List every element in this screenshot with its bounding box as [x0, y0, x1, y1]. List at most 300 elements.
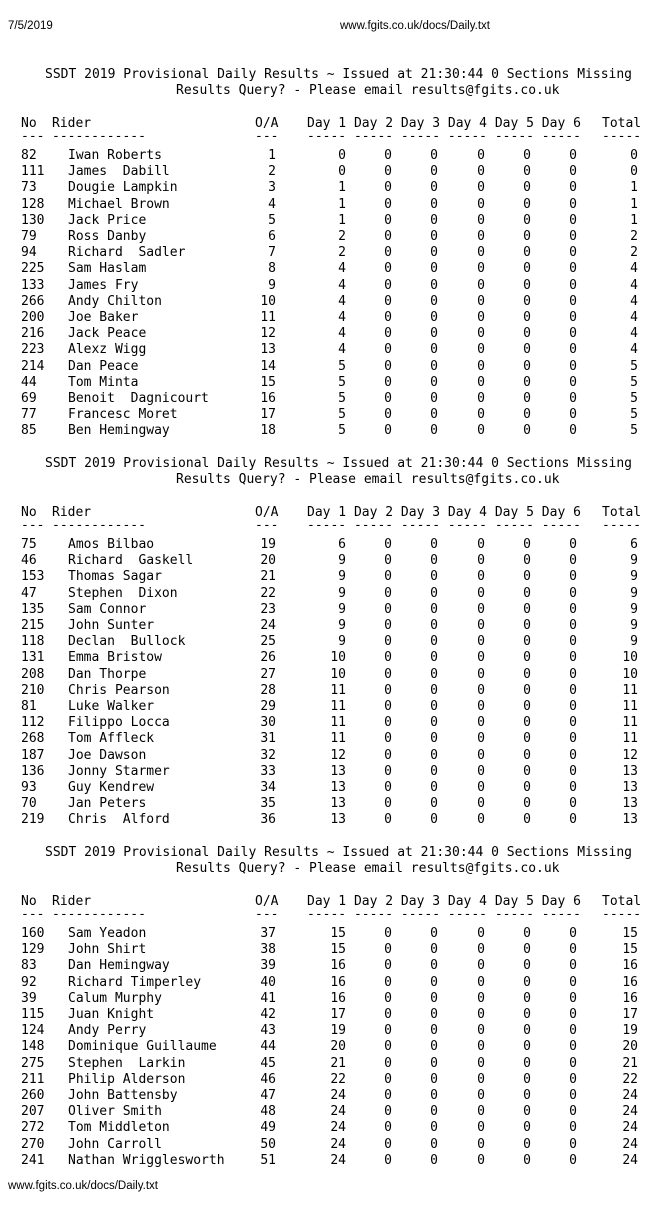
day3-score: 0 [430, 747, 438, 763]
footer-url: www.fgits.co.uk/docs/Daily.txt [8, 1180, 158, 1192]
day4-score: 0 [477, 634, 485, 650]
header-oa: O/A [255, 894, 279, 909]
rider-name: Ross Danby [68, 229, 147, 244]
total-score: 12 [622, 747, 638, 763]
day6-score: 0 [569, 699, 577, 714]
day6-score: 0 [569, 358, 577, 374]
table-row [0, 958, 660, 974]
table-row [0, 683, 660, 699]
header-rider: Rider [52, 116, 92, 131]
day4-score: 0 [477, 796, 485, 812]
day4-score: 0 [477, 1071, 485, 1087]
overall-position: 37 [260, 926, 276, 941]
table-row [0, 699, 660, 715]
total-score: 5 [630, 407, 638, 423]
day4-score: 0 [477, 990, 485, 1006]
day5-score: 0 [523, 1007, 531, 1022]
day4-score: 0 [477, 1023, 485, 1039]
day6-score: 0 [569, 650, 577, 666]
day3-score: 0 [430, 212, 438, 228]
rider-name: Richard Sadler [68, 245, 186, 261]
day6-score: 0 [569, 277, 577, 293]
total-score: 4 [630, 310, 638, 325]
total-score: 5 [630, 374, 638, 390]
day4-score: 0 [477, 715, 485, 731]
dash-rider: ------------ [52, 518, 146, 533]
day5-score: 0 [523, 391, 531, 406]
overall-position: 19 [260, 537, 276, 552]
overall-position: 15 [260, 374, 276, 390]
table-row [0, 1023, 660, 1039]
table-row [0, 1039, 660, 1055]
rider-number: 133 [21, 277, 45, 293]
day1-score: 5 [338, 423, 346, 439]
day1-score: 5 [338, 407, 346, 423]
overall-position: 20 [260, 553, 276, 569]
total-score: 15 [622, 926, 638, 941]
day5-score: 0 [523, 229, 531, 244]
day2-score: 0 [384, 715, 392, 731]
table-row [0, 602, 660, 618]
day4-score: 0 [477, 1104, 485, 1120]
day5-score: 0 [523, 537, 531, 552]
total-score: 9 [630, 585, 638, 601]
day4-score: 0 [477, 601, 485, 617]
day5-score: 0 [523, 374, 531, 390]
day5-score: 0 [523, 926, 531, 941]
header-no: No [21, 116, 37, 131]
table-row [0, 229, 660, 245]
day2-score: 0 [384, 245, 392, 261]
day3-score: 0 [430, 553, 438, 569]
header-days: Day 1 Day 2 Day 3 Day 4 Day 5 Day 6 [307, 116, 581, 131]
day2-score: 0 [384, 1039, 392, 1055]
rider-number: 266 [21, 293, 45, 309]
day2-score: 0 [384, 569, 392, 585]
day5-score: 0 [523, 1071, 531, 1087]
total-score: 22 [622, 1071, 638, 1087]
day4-score: 0 [477, 699, 485, 714]
total-score: 9 [630, 601, 638, 617]
day6-score: 0 [569, 666, 577, 682]
day2-score: 0 [384, 277, 392, 293]
day2-score: 0 [384, 1055, 392, 1071]
day1-score: 19 [330, 1023, 346, 1039]
day4-score: 0 [477, 731, 485, 747]
rider-name: Luke Walker [68, 699, 155, 714]
day2-score: 0 [384, 1152, 392, 1168]
total-score: 17 [622, 1007, 638, 1022]
rider-number: 112 [21, 715, 45, 731]
day3-score: 0 [430, 699, 438, 714]
rider-name: Emma Bristow [68, 650, 162, 666]
dash-total: ----- [602, 907, 642, 922]
day2-score: 0 [384, 358, 392, 374]
rider-name: John Carroll [68, 1136, 162, 1152]
day1-score: 15 [330, 942, 346, 958]
header-rider: Rider [52, 505, 92, 520]
rider-number: 92 [21, 974, 37, 990]
day2-score: 0 [384, 310, 392, 325]
day1-score: 11 [330, 715, 346, 731]
day3-score: 0 [430, 261, 438, 277]
rider-number: 118 [21, 634, 45, 650]
overall-position: 49 [260, 1120, 276, 1136]
day2-score: 0 [384, 391, 392, 406]
overall-position: 26 [260, 650, 276, 666]
day4-score: 0 [477, 763, 485, 779]
rider-name: Declan Bullock [68, 634, 186, 650]
overall-position: 9 [268, 277, 276, 293]
rider-number: 81 [21, 699, 37, 714]
total-score: 9 [630, 634, 638, 650]
day6-score: 0 [569, 537, 577, 552]
day1-score: 4 [338, 310, 346, 325]
day5-score: 0 [523, 650, 531, 666]
day4-score: 0 [477, 148, 485, 163]
overall-position: 40 [260, 974, 276, 990]
dash-rider: ------------ [52, 129, 146, 144]
rider-number: 268 [21, 731, 45, 747]
rider-number: 129 [21, 942, 45, 958]
day2-score: 0 [384, 423, 392, 439]
header-total: Total [602, 116, 642, 131]
overall-position: 32 [260, 747, 276, 763]
header-days: Day 1 Day 2 Day 3 Day 4 Day 5 Day 6 [307, 894, 581, 909]
total-score: 5 [630, 358, 638, 374]
day4-score: 0 [477, 974, 485, 990]
total-score: 6 [630, 537, 638, 552]
day5-score: 0 [523, 180, 531, 196]
rider-number: 214 [21, 358, 45, 374]
rider-number: 39 [21, 990, 37, 1006]
overall-position: 4 [268, 196, 276, 212]
day2-score: 0 [384, 926, 392, 941]
day3-score: 0 [430, 229, 438, 244]
report-title: SSDT 2019 Provisional Daily Results ~ Issued at 21:30:44 0 Sections Missing [45, 845, 632, 860]
header-underline [0, 518, 660, 534]
day6-score: 0 [569, 585, 577, 601]
day4-score: 0 [477, 1152, 485, 1168]
rider-name: Iwan Roberts [68, 148, 162, 163]
day2-score: 0 [384, 212, 392, 228]
day6-score: 0 [569, 1007, 577, 1022]
day5-score: 0 [523, 423, 531, 439]
day2-score: 0 [384, 974, 392, 990]
day6-score: 0 [569, 618, 577, 633]
table-row [0, 634, 660, 650]
day4-score: 0 [477, 958, 485, 974]
rider-number: 82 [21, 148, 37, 163]
day2-score: 0 [384, 553, 392, 569]
day5-score: 0 [523, 796, 531, 812]
overall-position: 51 [260, 1152, 276, 1168]
table-row [0, 1120, 660, 1136]
table-row [0, 537, 660, 553]
table-row [0, 278, 660, 294]
total-score: 13 [622, 780, 638, 795]
day1-score: 4 [338, 261, 346, 277]
table-row [0, 375, 660, 391]
day3-score: 0 [430, 958, 438, 974]
day6-score: 0 [569, 763, 577, 779]
day1-score: 16 [330, 990, 346, 1006]
day2-score: 0 [384, 537, 392, 552]
total-score: 5 [630, 423, 638, 439]
rider-number: 128 [21, 196, 45, 212]
day1-score: 24 [330, 1152, 346, 1168]
day4-score: 0 [477, 261, 485, 277]
day2-score: 0 [384, 958, 392, 974]
total-score: 2 [630, 229, 638, 244]
rider-number: 136 [21, 763, 45, 779]
day3-score: 0 [430, 423, 438, 439]
total-score: 16 [622, 958, 638, 974]
day1-score: 11 [330, 699, 346, 714]
rider-number: 187 [21, 747, 45, 763]
day6-score: 0 [569, 407, 577, 423]
rider-name: Andy Perry [68, 1023, 147, 1039]
rider-number: 85 [21, 423, 37, 439]
day1-score: 24 [330, 1136, 346, 1152]
day2-score: 0 [384, 796, 392, 812]
total-score: 24 [622, 1104, 638, 1120]
day3-score: 0 [430, 796, 438, 812]
day1-score: 24 [330, 1088, 346, 1103]
day6-score: 0 [569, 245, 577, 261]
day2-score: 0 [384, 293, 392, 309]
overall-position: 13 [260, 342, 276, 358]
day2-score: 0 [384, 585, 392, 601]
overall-position: 46 [260, 1071, 276, 1087]
total-score: 13 [622, 763, 638, 779]
day5-score: 0 [523, 553, 531, 569]
day5-score: 0 [523, 1152, 531, 1168]
day5-score: 0 [523, 358, 531, 374]
day6-score: 0 [569, 682, 577, 698]
rider-number: 73 [21, 180, 37, 196]
day1-score: 15 [330, 926, 346, 941]
day1-score: 1 [338, 212, 346, 228]
day4-score: 0 [477, 618, 485, 633]
day3-score: 0 [430, 391, 438, 406]
overall-position: 41 [260, 990, 276, 1006]
day2-score: 0 [384, 666, 392, 682]
header-oa: O/A [255, 116, 279, 131]
day3-score: 0 [430, 715, 438, 731]
rider-name: Filippo Locca [68, 715, 170, 731]
dash-rider: ------------ [52, 907, 146, 922]
dash-oa: --- [255, 907, 279, 922]
table-row [0, 1153, 660, 1169]
day6-score: 0 [569, 261, 577, 277]
day5-score: 0 [523, 1023, 531, 1039]
day2-score: 0 [384, 180, 392, 196]
table-row [0, 731, 660, 747]
day2-score: 0 [384, 780, 392, 795]
day3-score: 0 [430, 1120, 438, 1136]
total-score: 4 [630, 277, 638, 293]
rider-number: 200 [21, 310, 45, 325]
overall-position: 21 [260, 569, 276, 585]
rider-name: Philip Alderson [68, 1071, 186, 1087]
day1-score: 9 [338, 601, 346, 617]
day1-score: 6 [338, 537, 346, 552]
day4-score: 0 [477, 569, 485, 585]
day1-score: 2 [338, 229, 346, 244]
day6-score: 0 [569, 391, 577, 406]
rider-name: Chris Alford [68, 812, 170, 828]
dash-no: --- [21, 518, 45, 533]
table-row [0, 975, 660, 991]
day5-score: 0 [523, 569, 531, 585]
overall-position: 18 [260, 423, 276, 439]
table-row [0, 553, 660, 569]
overall-position: 50 [260, 1136, 276, 1152]
rider-number: 83 [21, 958, 37, 974]
rider-name: Jan Peters [68, 796, 147, 812]
rider-name: Alexz Wigg [68, 342, 147, 358]
total-score: 24 [622, 1120, 638, 1136]
day1-score: 2 [338, 245, 346, 261]
rider-number: 111 [21, 164, 45, 180]
rider-number: 208 [21, 666, 45, 682]
day1-score: 13 [330, 796, 346, 812]
day2-score: 0 [384, 747, 392, 763]
day6-score: 0 [569, 812, 577, 828]
day5-score: 0 [523, 148, 531, 163]
day4-score: 0 [477, 1039, 485, 1055]
day2-score: 0 [384, 164, 392, 180]
day6-score: 0 [569, 1136, 577, 1152]
day6-score: 0 [569, 780, 577, 795]
day4-score: 0 [477, 585, 485, 601]
day6-score: 0 [569, 1152, 577, 1168]
day6-score: 0 [569, 942, 577, 958]
day3-score: 0 [430, 731, 438, 747]
day4-score: 0 [477, 926, 485, 941]
day3-score: 0 [430, 942, 438, 958]
rider-name: Jack Price [68, 212, 147, 228]
report-title: SSDT 2019 Provisional Daily Results ~ Issued at 21:30:44 0 Sections Missing [45, 456, 632, 471]
rider-name: James Fry [68, 277, 139, 293]
day1-score: 24 [330, 1120, 346, 1136]
header-underline [0, 907, 660, 923]
total-score: 13 [622, 812, 638, 828]
rider-number: 216 [21, 326, 45, 342]
rider-name: Guy Kendrew [68, 780, 155, 795]
table-row [0, 667, 660, 683]
day1-score: 10 [330, 650, 346, 666]
day3-score: 0 [430, 1007, 438, 1022]
day3-score: 0 [430, 682, 438, 698]
day4-score: 0 [477, 553, 485, 569]
overall-position: 6 [268, 229, 276, 244]
day6-score: 0 [569, 974, 577, 990]
day5-score: 0 [523, 1120, 531, 1136]
total-score: 13 [622, 796, 638, 812]
rider-number: 160 [21, 926, 45, 941]
rider-name: James Dabill [68, 164, 170, 180]
overall-position: 3 [268, 180, 276, 196]
table-row [0, 942, 660, 958]
day1-score: 11 [330, 682, 346, 698]
day1-score: 5 [338, 374, 346, 390]
rider-number: 260 [21, 1088, 45, 1103]
total-score: 21 [622, 1055, 638, 1071]
rider-number: 153 [21, 569, 45, 585]
table-row [0, 764, 660, 780]
total-score: 16 [622, 990, 638, 1006]
day6-score: 0 [569, 1120, 577, 1136]
total-score: 10 [622, 666, 638, 682]
rider-name: Richard Timperley [68, 974, 202, 990]
day5-score: 0 [523, 747, 531, 763]
table-row [0, 748, 660, 764]
rider-name: Amos Bilbao [68, 537, 155, 552]
table-row [0, 310, 660, 326]
day3-score: 0 [430, 342, 438, 358]
day5-score: 0 [523, 164, 531, 180]
rider-number: 94 [21, 245, 37, 261]
overall-position: 16 [260, 391, 276, 406]
table-row [0, 1088, 660, 1104]
rider-name: Benoit Dagnicourt [68, 391, 209, 406]
day5-score: 0 [523, 326, 531, 342]
day5-score: 0 [523, 618, 531, 633]
day2-score: 0 [384, 763, 392, 779]
day1-score: 0 [338, 148, 346, 163]
total-score: 9 [630, 618, 638, 633]
rider-name: Chris Pearson [68, 682, 170, 698]
day3-score: 0 [430, 245, 438, 261]
day2-score: 0 [384, 1088, 392, 1103]
day5-score: 0 [523, 634, 531, 650]
day1-score: 1 [338, 180, 346, 196]
day1-score: 0 [338, 164, 346, 180]
rider-number: 69 [21, 391, 37, 406]
total-score: 2 [630, 245, 638, 261]
total-score: 16 [622, 974, 638, 990]
day5-score: 0 [523, 1136, 531, 1152]
day2-score: 0 [384, 990, 392, 1006]
day1-score: 17 [330, 1007, 346, 1022]
day6-score: 0 [569, 212, 577, 228]
overall-position: 10 [260, 293, 276, 309]
overall-position: 31 [260, 731, 276, 747]
day4-score: 0 [477, 650, 485, 666]
day6-score: 0 [569, 1023, 577, 1039]
overall-position: 33 [260, 763, 276, 779]
day4-score: 0 [477, 780, 485, 795]
day6-score: 0 [569, 1104, 577, 1120]
rider-number: 124 [21, 1023, 45, 1039]
header-no: No [21, 894, 37, 909]
total-score: 9 [630, 553, 638, 569]
total-score: 9 [630, 569, 638, 585]
day1-score: 10 [330, 666, 346, 682]
rider-name: Tom Minta [68, 374, 139, 390]
overall-position: 8 [268, 261, 276, 277]
day3-score: 0 [430, 1039, 438, 1055]
day4-score: 0 [477, 293, 485, 309]
day5-score: 0 [523, 942, 531, 958]
day1-score: 13 [330, 812, 346, 828]
table-row [0, 407, 660, 423]
table-row [0, 1072, 660, 1088]
day2-score: 0 [384, 634, 392, 650]
rider-number: 210 [21, 682, 45, 698]
